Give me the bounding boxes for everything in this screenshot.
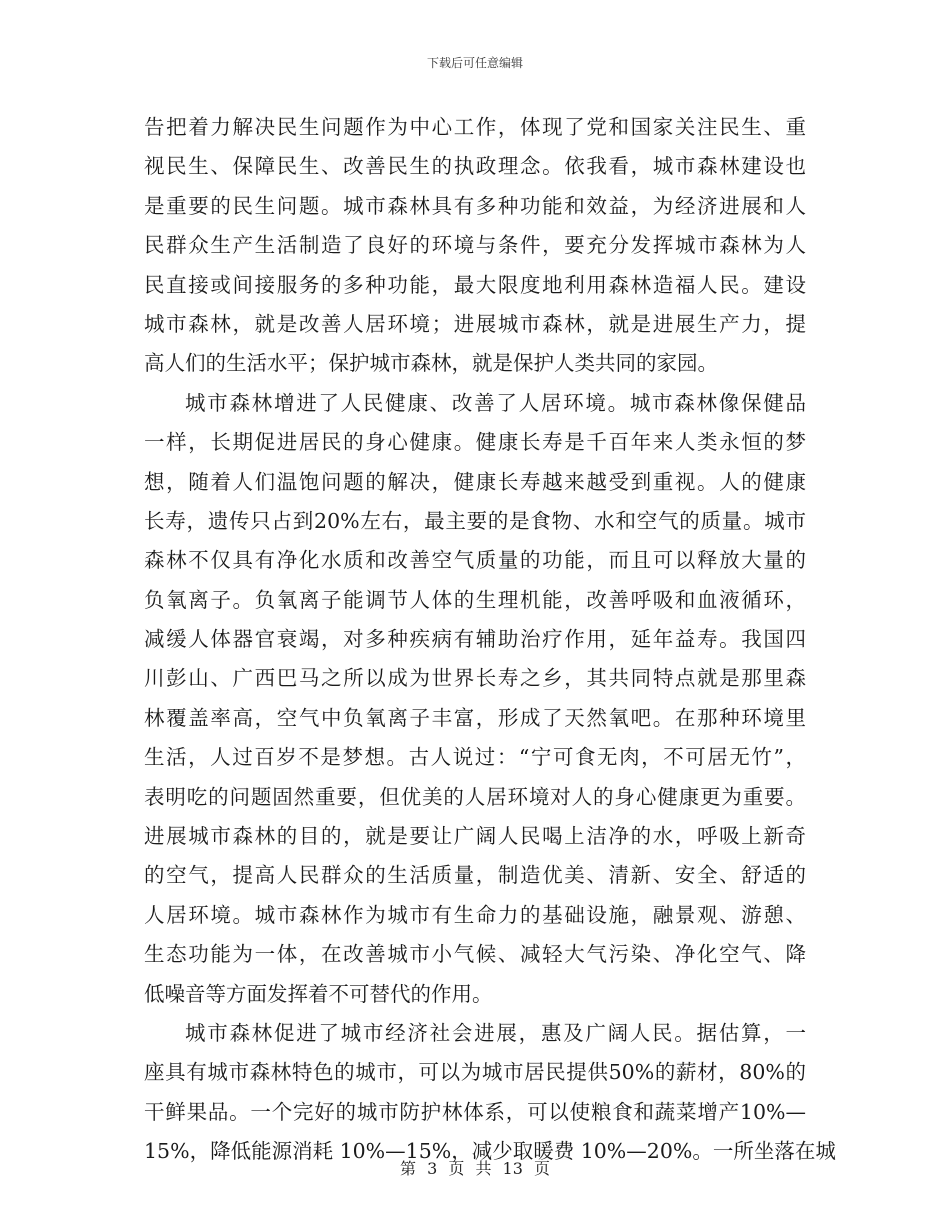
paragraph [144, 384, 806, 1014]
text-line: 高人们的生活水平；保护城市森林，就是保护人类共同的家园。 [144, 351, 718, 376]
text-line: 长寿，遗传只占到20%左右，最主要的是食物、水和空气的质量。城市 [144, 508, 806, 533]
text-line: 城市森林增进了人民健康、改善了人居环境。城市森林像保健品 [185, 390, 806, 415]
text-line: 城市森林，就是改善人居环境；进展城市森林，就是进展生产力，提 [144, 311, 806, 336]
text-line: 干鲜果品。一个完好的城市防护林体系，可以使粮食和蔬菜增产10%— [144, 1099, 806, 1124]
paragraph [144, 1014, 836, 1172]
text-line: 负氧离子。负氧离子能调节人体的生理机能，改善呼吸和血液循环， [144, 587, 806, 612]
text-line: 低噪音等方面发挥着不可替代的作用。 [144, 981, 493, 1006]
text-line: 视民生、保障民生、改善民生的执政理念。依我看，城市森林建设也 [144, 154, 806, 179]
text-line: 进展城市森林的目的，就是要让广阔人民喝上洁净的水，呼吸上新奇 [144, 824, 806, 849]
text-line: 告把着力解决民生问题作为中心工作，体现了党和国家关注民生、重 [144, 115, 806, 139]
text-line: 民群众生产生活制造了良好的环境与条件，要充分发挥城市森林为人 [144, 233, 806, 258]
text-line: 减缓人体器官衰竭，对多种疾病有辅助治疗作用，延年益寿。我国四 [144, 627, 806, 652]
text-line: 林覆盖率高，空气中负氧离子丰富，形成了天然氧吧。在那种环境里 [144, 705, 806, 730]
text-line: 的空气，提高人民群众的生活质量，制造优美、清新、安全、舒适的 [144, 863, 806, 888]
text-line: 生活，人过百岁不是梦想。古人说过：“宁可食无肉，不可居无竹”， [144, 745, 806, 770]
text-line: 生态功能为一体，在改善城市小气候、减轻大气污染、净化空气、降 [144, 942, 806, 967]
text-line: 15%，降低能源消耗 10%—15%，减少取暖费 10%—20%。一所坐落在城 [144, 1139, 836, 1164]
text-line: 森林不仅具有净化水质和改善空气质量的功能，而且可以释放大量的 [144, 548, 806, 573]
document-body [144, 108, 836, 1172]
text-line: 民直接或间接服务的多种功能，最大限度地利用森林造福人民。建设 [144, 272, 806, 297]
paragraph [144, 108, 806, 384]
text-line: 人居环境。城市森林作为城市有生命力的基础设施，融景观、游憩、 [144, 902, 806, 927]
text-line: 是重要的民生问题。城市森林具有多种功能和效益，为经济进展和人 [144, 193, 806, 218]
page-header: 下载后可任意编辑 [426, 56, 523, 70]
text-line: 表明吃的问题固然重要，但优美的人居环境对人的身心健康更为重要。 [144, 784, 806, 809]
text-line: 想，随着人们温饱问题的解决，健康长寿越来越受到重视。人的健康 [144, 469, 806, 494]
text-line: 城市森林促进了城市经济社会进展，惠及广阔人民。据估算，一 [185, 1020, 806, 1045]
text-line: 座具有城市森林特色的城市，可以为城市居民提供50%的薪材，80%的 [144, 1060, 806, 1085]
text-line: 一样，长期促进居民的身心健康。健康长寿是千百年来人类永恒的梦 [144, 430, 806, 455]
page-number: 第 3 页 共 13 页 [400, 1159, 550, 1178]
text-line: 川彭山、广西巴马之所以成为世界长寿之乡，其共同特点就是那里森 [144, 666, 806, 691]
